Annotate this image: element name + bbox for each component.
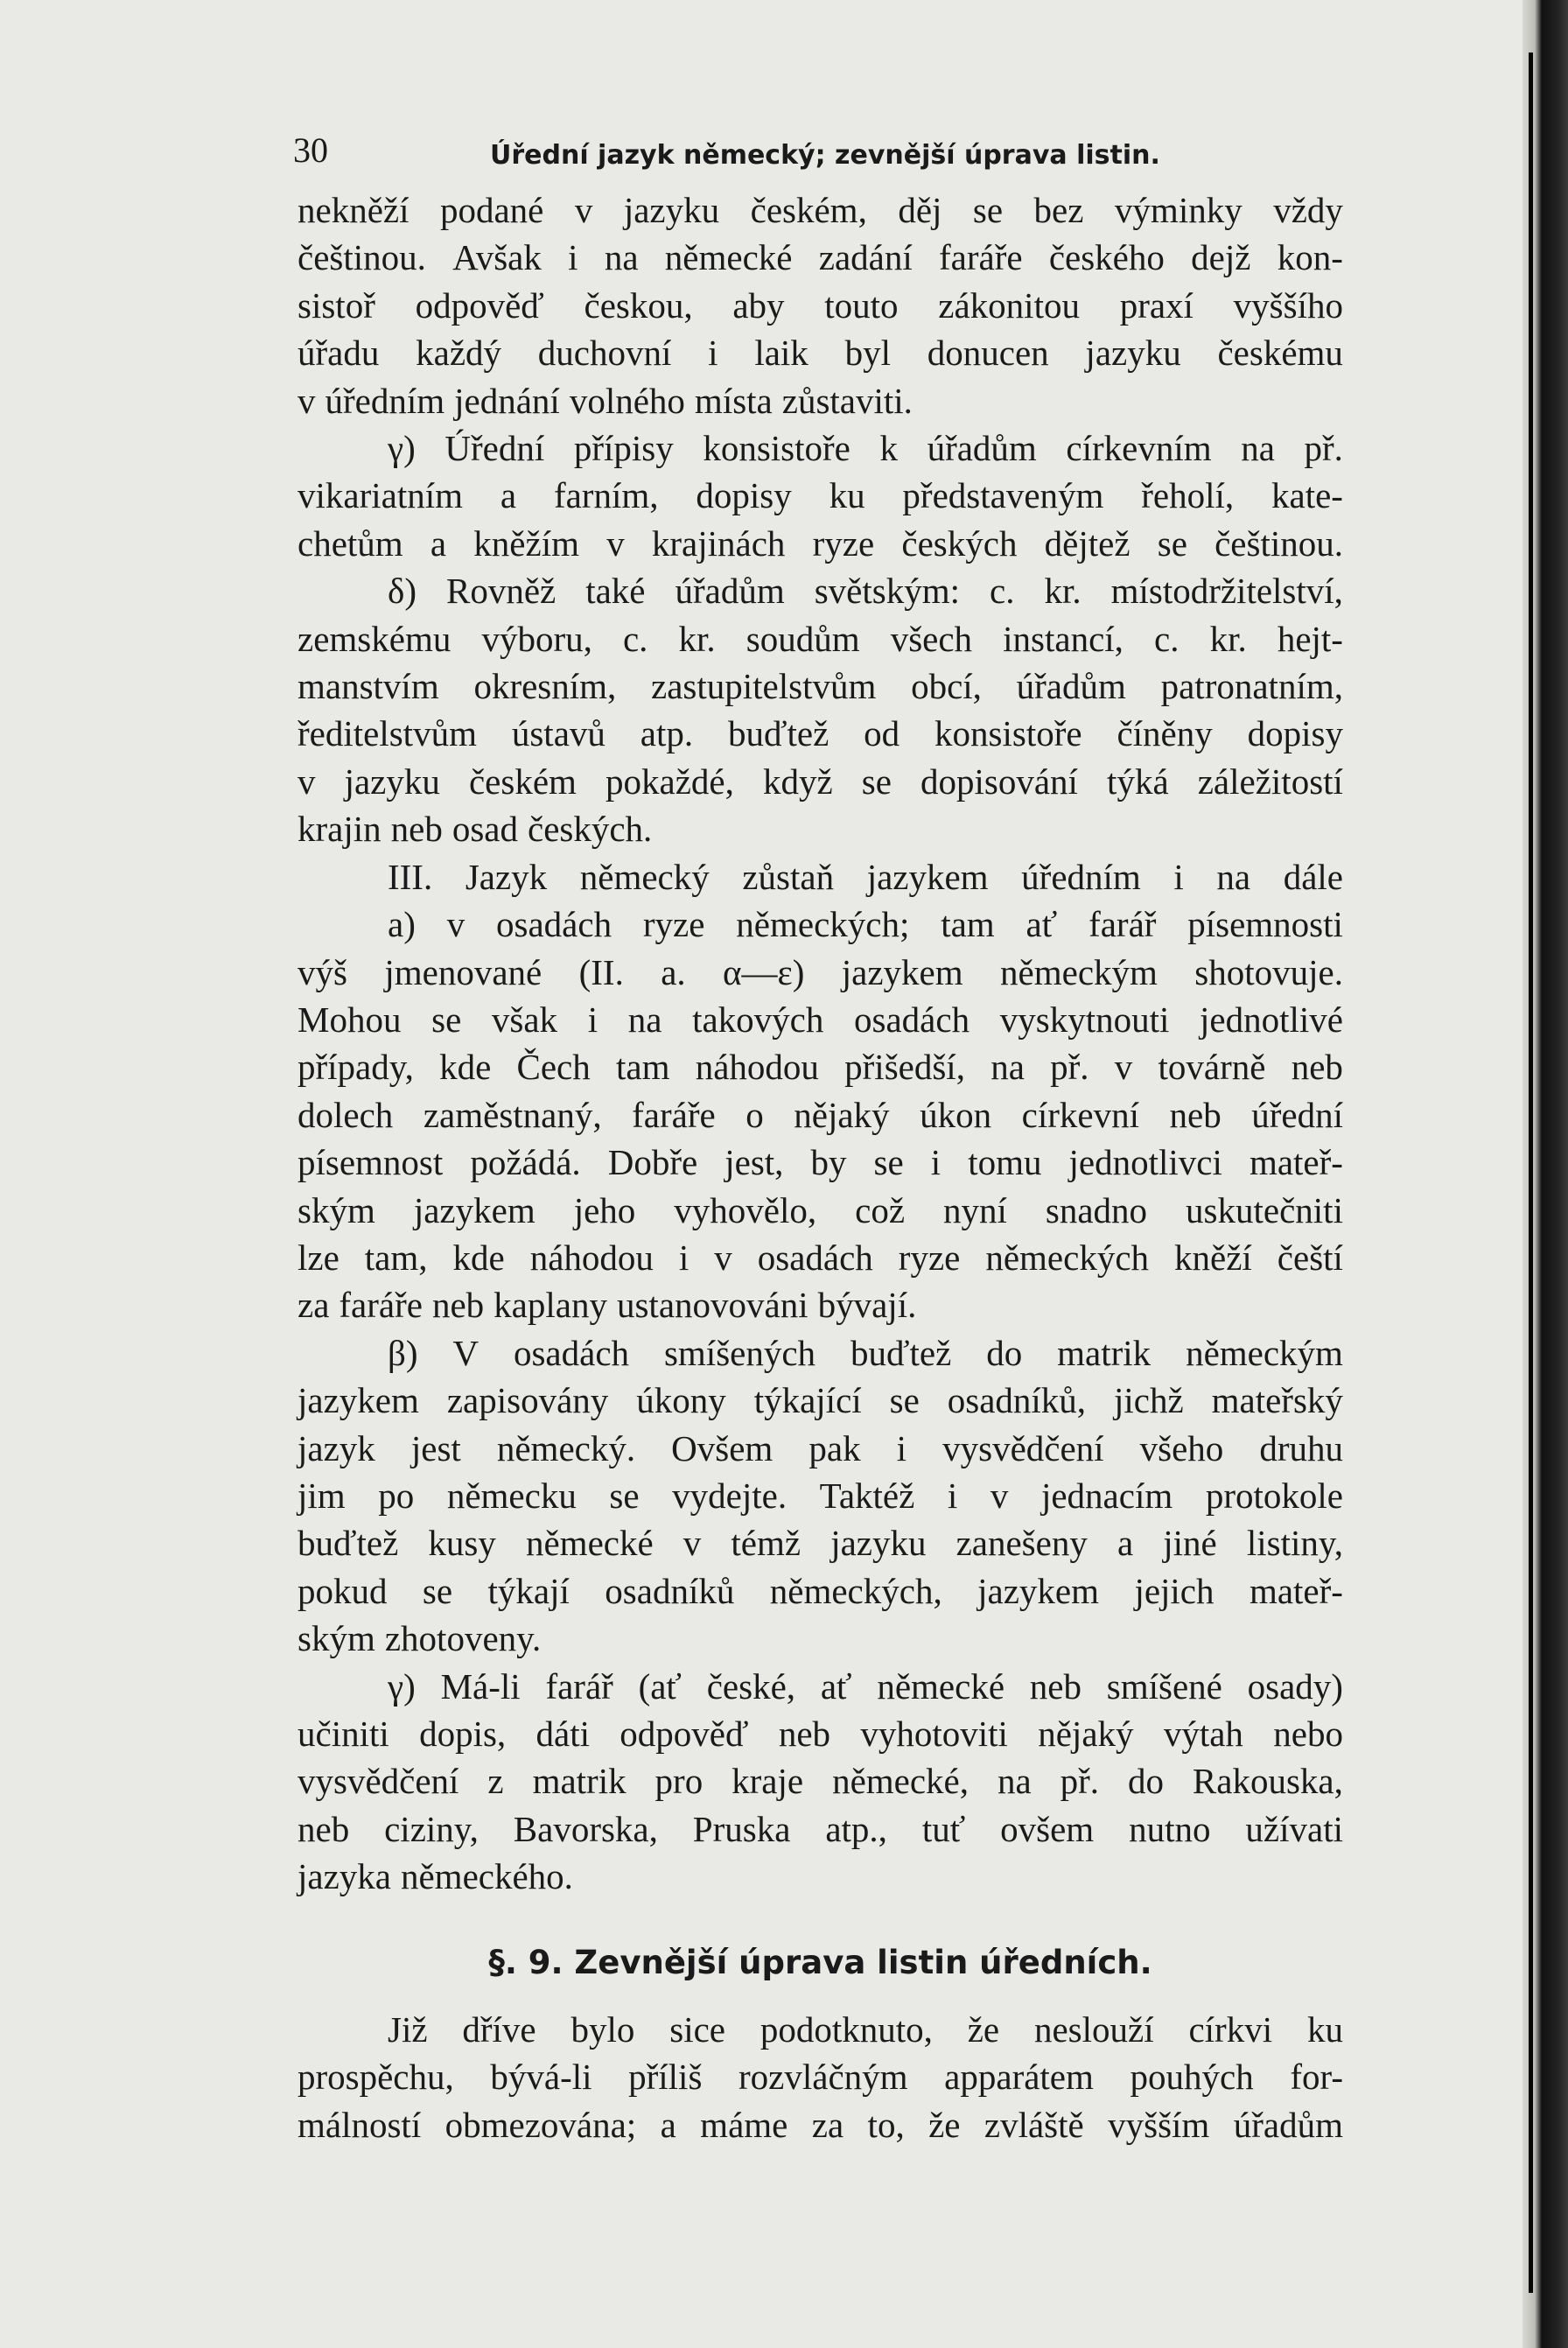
text-line: δ) Rovněž také úřadům světským: c. kr. místodržitelství, — [388, 571, 1343, 612]
text-line: prospěchu, bývá-li příliš rozvláčným apparátem pouhých for- — [298, 2057, 1343, 2098]
text-line: výš jmenované (II. a. α—ε) jazykem německým shotovuje. — [298, 951, 1343, 992]
body-text — [298, 186, 1343, 1901]
text-line: β) V osadách smíšených buďtež do matrik německým — [388, 1332, 1343, 1373]
text-line: za faráře neb kaplany ustanovováni bývají. — [298, 1285, 917, 1326]
page-number: 30 — [293, 130, 328, 170]
text-line: chetům a kněžím v krajinách ryze českých dějtež se češtinou. — [298, 522, 1343, 564]
text-line: češtinou. Avšak i na německé zadání faráře českého dejž kon- — [298, 237, 1343, 278]
text-line: učiniti dopis, dáti odpověď neb vyhotoviti nějaký výtah nebo — [298, 1714, 1343, 1754]
text-line: úřadu každý duchovní i laik byl donucen jazyku českému — [298, 333, 1343, 374]
text-line: vysvědčení z matrik pro kraje německé, na př. do Rakouska, — [298, 1761, 1343, 1802]
text-line: ským jazykem jeho vyhovělo, což nyní snadno uskutečniti — [298, 1189, 1343, 1230]
text-line: a) v osadách ryze německých; tam ať farář písemnosti — [388, 904, 1343, 945]
text-line: buďtež kusy německé v témž jazyku zanešeny a jiné listiny, — [298, 1523, 1343, 1564]
text-line: případy, kde Čech tam náhodou přišedší, na př. v továrně neb — [298, 1047, 1343, 1088]
text-line: nekněží podané v jazyku českém, děj se bez výminky vždy — [298, 190, 1343, 230]
text-line: ředitelstvům ústavů atp. buďtež od konsistoře číněny dopisy — [298, 713, 1343, 754]
text-line: pokud se týkají osadníků německých, jazykem jejich mateř- — [298, 1570, 1343, 1611]
text-line: v jazyku českém pokaždé, když se dopisování týká záležitostí — [298, 760, 1343, 802]
text-line: Již dříve bylo sice podotknuto, že neslouží církvi ku — [388, 2009, 1343, 2050]
text-line: krajin neb osad českých. — [298, 809, 653, 850]
text-line: vikariatním a farním, dopisy ku představeným řeholí, kate- — [298, 475, 1343, 516]
running-title: Úřední jazyk německý; zevnější úprava listin. — [490, 140, 1160, 171]
text-line: Mohou se však i na takových osadách vyskytnouti jednotlivé — [298, 999, 1343, 1040]
text-line: manstvím okresním, zastupitelstvům obcí, úřadům patronatním, — [298, 666, 1343, 707]
section-heading: §. 9. Zevnější úprava listin úředních. — [488, 1943, 1152, 1981]
text-line: neb ciziny, Bavorska, Pruska atp., tuť ovšem nutno užívati — [298, 1808, 1343, 1849]
text-line: ským zhotoveny. — [298, 1618, 542, 1659]
text-line: dolech zaměstnaný, faráře o nějaký úkon církevní neb úřední — [298, 1094, 1343, 1135]
text-line: γ) Úřední přípisy konsistoře k úřadům církevním na př. — [388, 428, 1343, 469]
text-line: jazyk jest německý. Ovšem pak i vysvědčení všeho druhu — [298, 1427, 1343, 1468]
text-line: málností obmezována; a máme za to, že zvláště vyšším úřadům — [298, 2104, 1343, 2145]
text-line: III. Jazyk německý zůstaň jazykem úředním i na dále — [388, 856, 1343, 897]
text-line: jazykem zapisovány úkony týkající se osadníků, jichž mateřský — [298, 1380, 1343, 1421]
text-line: v úředním jednání volného místa zůstaviti. — [298, 380, 913, 421]
body-text-continued — [298, 2006, 1343, 2148]
text-line: jazyka německého. — [298, 1856, 573, 1897]
binding-edge — [1529, 53, 1533, 2293]
text-line: jim po německu se vydejte. Taktéž i v jednacím protokole — [298, 1475, 1343, 1516]
running-header — [293, 127, 1343, 171]
text-line: zemskému výboru, c. kr. soudům všech instancí, c. kr. hejt- — [298, 618, 1343, 659]
text-line: γ) Má-li farář (ať české, ať německé neb smíšené osady) — [388, 1665, 1343, 1707]
text-line: lze tam, kde náhodou i v osadách ryze německých kněží čeští — [298, 1237, 1343, 1278]
text-line: písemnost požádá. Dobře jest, by se i tomu jednotlivci mateř- — [298, 1142, 1343, 1183]
text-line: sistoř odpověď českou, aby touto zákonitou praxí vyššího — [298, 284, 1343, 326]
page-body — [293, 127, 1343, 2148]
